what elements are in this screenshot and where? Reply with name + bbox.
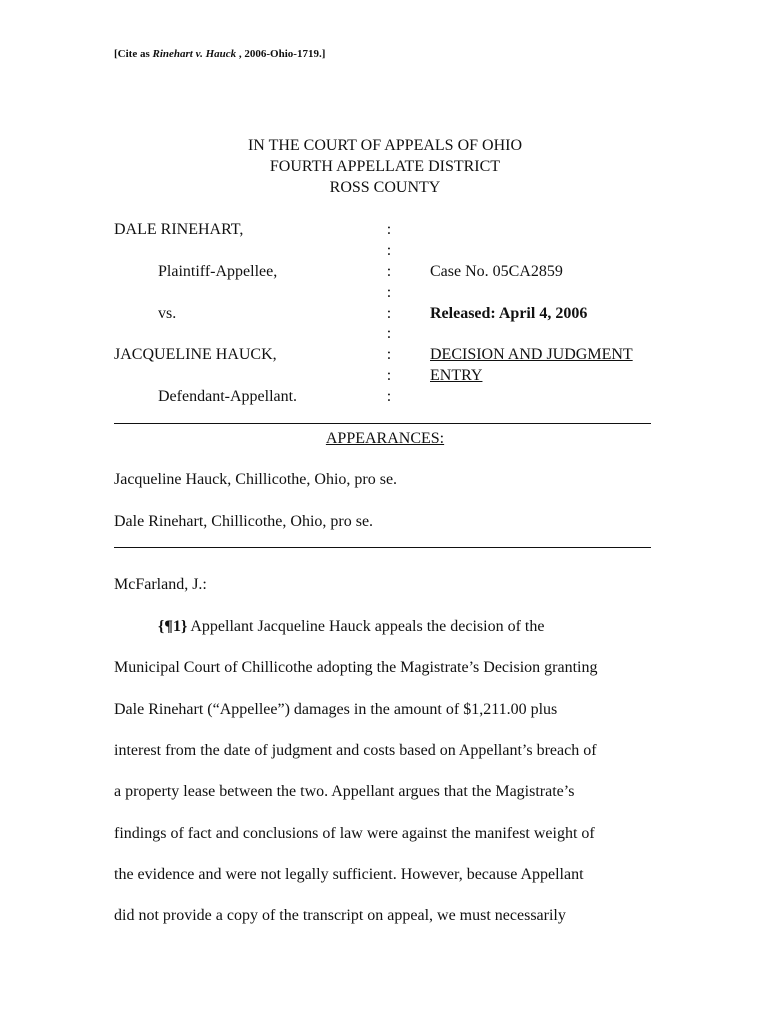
plaintiff-name: DALE RINEHART,	[114, 221, 244, 238]
court-name: IN THE COURT OF APPEALS OF OHIO	[247, 137, 523, 154]
appearance-appellee: Dale Rinehart, Chillicothe, Ohio, pro se.	[114, 513, 374, 530]
plaintiff-role: Plaintiff-Appellee,	[158, 263, 278, 280]
case-number: Case No. 05CA2859	[430, 263, 563, 280]
caption-colon: :	[386, 325, 392, 342]
caption-colon: :	[386, 242, 392, 259]
divider-line	[114, 547, 651, 548]
paragraph-line: Municipal Court of Chillicothe adopting the Magistrate’s Decision granting	[114, 659, 598, 676]
cite-suffix: , 2006-Ohio-1719.]	[236, 48, 326, 60]
paragraph-line: findings of fact and conclusions of law were against the manifest weight of	[114, 825, 595, 842]
entry-title-line1: DECISION AND JUDGMENT	[430, 346, 633, 363]
entry-title-line2: ENTRY	[430, 367, 483, 384]
caption-colon: :	[386, 284, 392, 301]
judge-name: McFarland, J.:	[114, 576, 207, 593]
paragraph-line: Dale Rinehart (“Appellee”) damages in the amount of $1,211.00 plus	[114, 701, 558, 718]
court-district: FOURTH APPELLATE DISTRICT	[269, 158, 501, 175]
caption-colon: :	[386, 263, 392, 280]
caption-colon: :	[386, 305, 392, 322]
release-date: Released: April 4, 2006	[430, 305, 588, 322]
cite-case-name: Rinehart v. Hauck	[152, 48, 237, 60]
divider-line	[114, 423, 651, 424]
citation-header	[114, 48, 325, 60]
caption-colon: :	[386, 221, 392, 238]
defendant-name: JACQUELINE HAUCK,	[114, 346, 277, 363]
defendant-role: Defendant-Appellant.	[158, 388, 298, 405]
paragraph-line: interest from the date of judgment and costs based on Appellant’s breach of	[114, 742, 597, 759]
cite-prefix: [Cite as	[114, 48, 153, 60]
caption-colon: :	[386, 346, 392, 363]
paragraph-text: Appellant Jacqueline Hauck appeals the decision of the	[187, 618, 545, 635]
caption-colon: :	[386, 388, 392, 405]
appearances-heading: APPEARANCES:	[325, 430, 445, 447]
appearance-appellant: Jacqueline Hauck, Chillicothe, Ohio, pro se.	[114, 471, 398, 488]
paragraph-marker: {¶1}	[158, 618, 188, 635]
paragraph-line: did not provide a copy of the transcript on appeal, we must necessarily	[114, 907, 566, 924]
versus-label: vs.	[158, 305, 177, 322]
court-county: ROSS COUNTY	[329, 179, 441, 196]
paragraph-line: a property lease between the two. Appellant argues that the Magistrate’s	[114, 783, 575, 800]
paragraph-line: the evidence and were not legally sufficient. However, because Appellant	[114, 866, 584, 883]
paragraph-line	[158, 618, 544, 636]
caption-colon: :	[386, 367, 392, 384]
